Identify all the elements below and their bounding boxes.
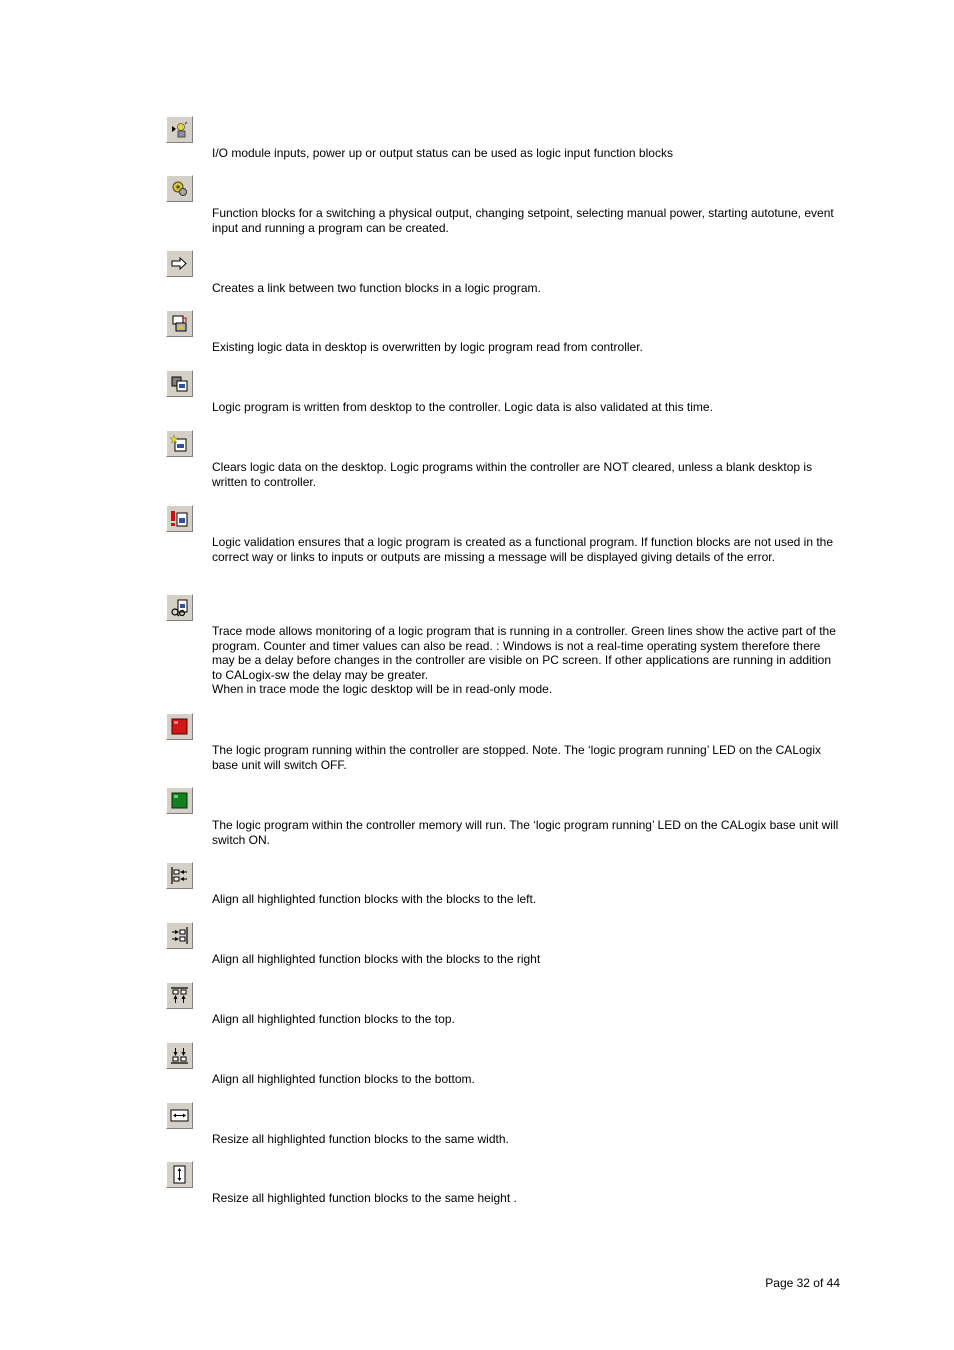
entry-description: Resize all highlighted function blocks to the same width. xyxy=(212,1132,509,1146)
run-program-icon xyxy=(166,787,193,814)
entry-description: I/O module inputs, power up or output status can be used as logic input function blocks xyxy=(212,146,673,160)
write-to-controller-icon xyxy=(166,370,193,397)
same-height-icon xyxy=(166,1161,193,1188)
entry-description: Align all highlighted function blocks with the blocks to the right xyxy=(212,952,541,966)
entry-description: Resize all highlighted function blocks to the same height . xyxy=(212,1191,517,1205)
stop-program-icon xyxy=(166,713,193,740)
input-block-icon xyxy=(166,116,193,143)
entry-description: Align all highlighted function blocks to the bottom. xyxy=(212,1072,475,1086)
align-right-icon xyxy=(166,922,193,949)
entry-description: Existing logic data in desktop is overwritten by logic program read from controller. xyxy=(212,340,643,354)
page-number: Page 32 of 44 xyxy=(765,1276,840,1290)
entry-description: Logic validation ensures that a logic program is created as a functional program. If function blocks are not used in the correct way or links to inputs or outputs are missing a message will be displayed giving details of the error. xyxy=(212,535,834,564)
entry-description: Align all highlighted function blocks with the blocks to the left. xyxy=(212,892,537,906)
align-left-icon xyxy=(166,862,193,889)
entry-description: Align all highlighted function blocks to the top. xyxy=(212,1012,455,1026)
entry-description: Trace mode allows monitoring of a logic program that is running in a controller. Green lines show the active part of the program. Counter and timer values can also be read. : Windows is not a real-time operating system therefore there may be a delay before changes in the controller are visible on PC screen. If other applications are running in addition to CALogix-sw the delay may be greater. When in trace mode the logic desktop will be in read-only mode. xyxy=(212,624,836,697)
validate-logic-icon xyxy=(166,505,193,532)
align-bottom-icon xyxy=(166,1042,193,1069)
clear-desktop-icon xyxy=(166,430,193,457)
entry-description: The logic program running within the controller are stopped. Note. The ‘logic program running’ LED on the CALogix base unit will switch OFF. xyxy=(212,743,821,772)
align-top-icon xyxy=(166,982,193,1009)
link-arrow-icon xyxy=(166,250,193,277)
entry-description: Function blocks for a switching a physical output, changing setpoint, selecting manual power, starting autotune, event input and running a program can be created. xyxy=(212,206,834,235)
output-block-icon xyxy=(166,175,193,202)
entry-description: Creates a link between two function blocks in a logic program. xyxy=(212,281,541,295)
entry-description: The logic program within the controller memory will run. The ‘logic program running’ LED on the CALogix base unit will switch ON. xyxy=(212,818,839,847)
read-from-controller-icon xyxy=(166,310,193,337)
entry-description: Clears logic data on the desktop. Logic programs within the controller are NOT cleared, unless a blank desktop is written to controller. xyxy=(212,460,813,489)
same-width-icon xyxy=(166,1102,193,1129)
entry-description: Logic program is written from desktop to the controller. Logic data is also validated at this time. xyxy=(212,400,713,414)
trace-mode-icon xyxy=(166,594,193,621)
